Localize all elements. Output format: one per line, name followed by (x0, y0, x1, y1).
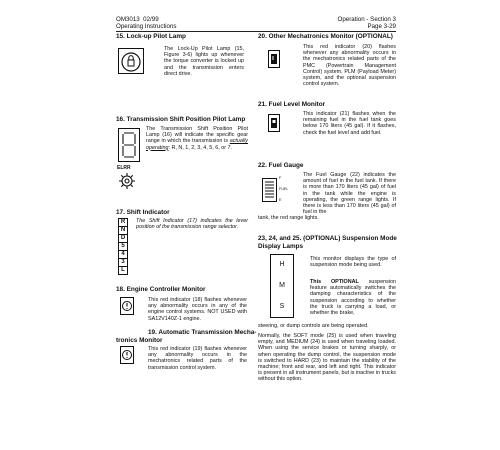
fuel-gauge-empty-mark: E (279, 198, 282, 202)
fuel-gauge-label: FUEL (279, 187, 289, 191)
shift-icon-label: ELRR (117, 165, 131, 171)
heading-suspension-mode-lamps-cont: Display Lamps (258, 243, 304, 250)
suspension-mode-lamp-panel (270, 254, 294, 318)
header-doc-title: Operating Instructions (116, 23, 177, 30)
shift-letter-l: L (121, 267, 125, 273)
fuel-gauge-full-mark: F (279, 176, 282, 180)
suspension-optional-description-cont: steering, or dump controls are being operated. (258, 323, 369, 329)
suspension-lamp-medium: M (279, 282, 285, 289)
transmission-monitor-description: This red indicator (19) flashes whenever any abnormality occurs in the mechatronics related parts of the transmission control system. (148, 346, 247, 371)
shift-letter-4: 4 (119, 251, 127, 259)
shift-letter-5: 5 (119, 243, 127, 251)
shift-indicator-strip (118, 218, 127, 275)
suspension-mode-usage-description: Normally, the SOFT mode (25) is used when traveling empty, and MEDIUM (24) is used when traveling loaded. When using the service brakes or turning sharply, or when operating the dump control, the suspension mode is switched to HARD (23) to maintain the stability of the machine; front and rear, and left and right. This indicator is present in all instrument panels, but is inactive in trucks without this option. (258, 333, 396, 383)
shift-letter-3: 3 (119, 259, 127, 267)
shift-letter-d: D (120, 235, 126, 241)
fuel-level-monitor-description: This indicator (21) flashes when the remaining fuel in the fuel tank goes below 170 liters (45 gal). If it flashes, check the fuel level and add fuel. (303, 111, 396, 136)
heading-fuel-gauge: 22. Fuel Gauge (258, 162, 304, 169)
other-mechatronics-monitor-description: This red indicator (20) flashes whenever any abnormality occurs in the mechatronics related parts of the PMC (Powertrain Management Control) system, PLM (Payload Meter) system, and the optional suspension control system. (303, 44, 396, 88)
header-doc-code: OM3013 02/99 (116, 16, 159, 23)
engine-monitor-icon (120, 297, 134, 315)
lockup-lamp-icon (118, 48, 144, 74)
heading-other-mechatronics-monitor: 20. Other Mechatronics Monitor (OPTIONAL) (258, 33, 393, 40)
heading-shift-indicator: 17. Shift Indicator (116, 209, 170, 216)
heading-engine-controller-monitor: 18. Engine Controller Monitor (116, 286, 206, 293)
transmission-monitor-icon (120, 346, 134, 364)
shift-letter-r: R (120, 219, 126, 225)
other-mechatronics-monitor-icon (268, 50, 280, 68)
header-page-number: Page 3-29 (367, 23, 396, 30)
heading-fuel-level-monitor: 21. Fuel Level Monitor (258, 101, 326, 108)
shift-letter-n: N (120, 227, 126, 233)
lockup-lamp-description: The Lock-Up Pilot Lamp (15, Figure 3-6) lights up whenever the torque converter is locked up and the transmission enters direct drive. (164, 46, 244, 77)
suspension-lamp-soft: S (279, 303, 285, 310)
heading-suspension-mode-lamps: 23, 24, and 25. (OPTIONAL) Suspension Mode (258, 235, 397, 242)
gear-icon (118, 172, 136, 190)
shift-indicator-description: The Shift Indicator (17) indicates the lever position of the transmission range selector. (136, 218, 248, 231)
heading-shift-position-lamp: 16. Transmission Shift Position Pilot Lamp (116, 116, 246, 123)
engine-monitor-description: This red indicator (18) flashes whenever any abnormality occurs in any of the engine control systems. NOT USED with SA12V140Z-1 engine. (148, 297, 247, 322)
heading-lockup-pilot-lamp: 15. Lock-up Pilot Lamp (116, 33, 186, 40)
fuel-gauge-description-cont: tank, the red range lights. (258, 215, 319, 221)
heading-transmission-mechatronics-monitor: 19. Automatic Transmission Mecha- (148, 329, 257, 336)
suspension-monitor-description: This monitor displays the type of suspension mode being used. (310, 256, 396, 269)
fuel-gauge-description: The Fuel Gauge (22) indicates the amount of fuel in the fuel tank. If there is more than 170 liters (45 gal) of fuel in the tank while the engine is operating, the green range lights. If there is less than 170 liters (45 gal) of fuel in the (303, 172, 396, 216)
seven-segment-display-icon (118, 128, 140, 162)
heading-transmission-mechatronics-monitor-cont: tronics Monitor (116, 337, 163, 344)
suspension-optional-description: This OPTIONAL suspension feature automatically switches the damping characteristics of the suspension according to whether the truck is carrying a load, or whether the brake, (310, 279, 396, 317)
header-rule (116, 31, 396, 32)
suspension-lamp-hard: H (279, 261, 285, 268)
shift-lamp-description: The Transmission Shift Position Pilot Lamp (16) will indicate the specific gear range in which the transmission is actually operating: R, N, 1, 2, 3, 4, 5, 6, or 7. (146, 126, 248, 151)
fuel-level-monitor-icon (268, 114, 280, 132)
header-section: Operation - Section 3 (337, 16, 396, 23)
